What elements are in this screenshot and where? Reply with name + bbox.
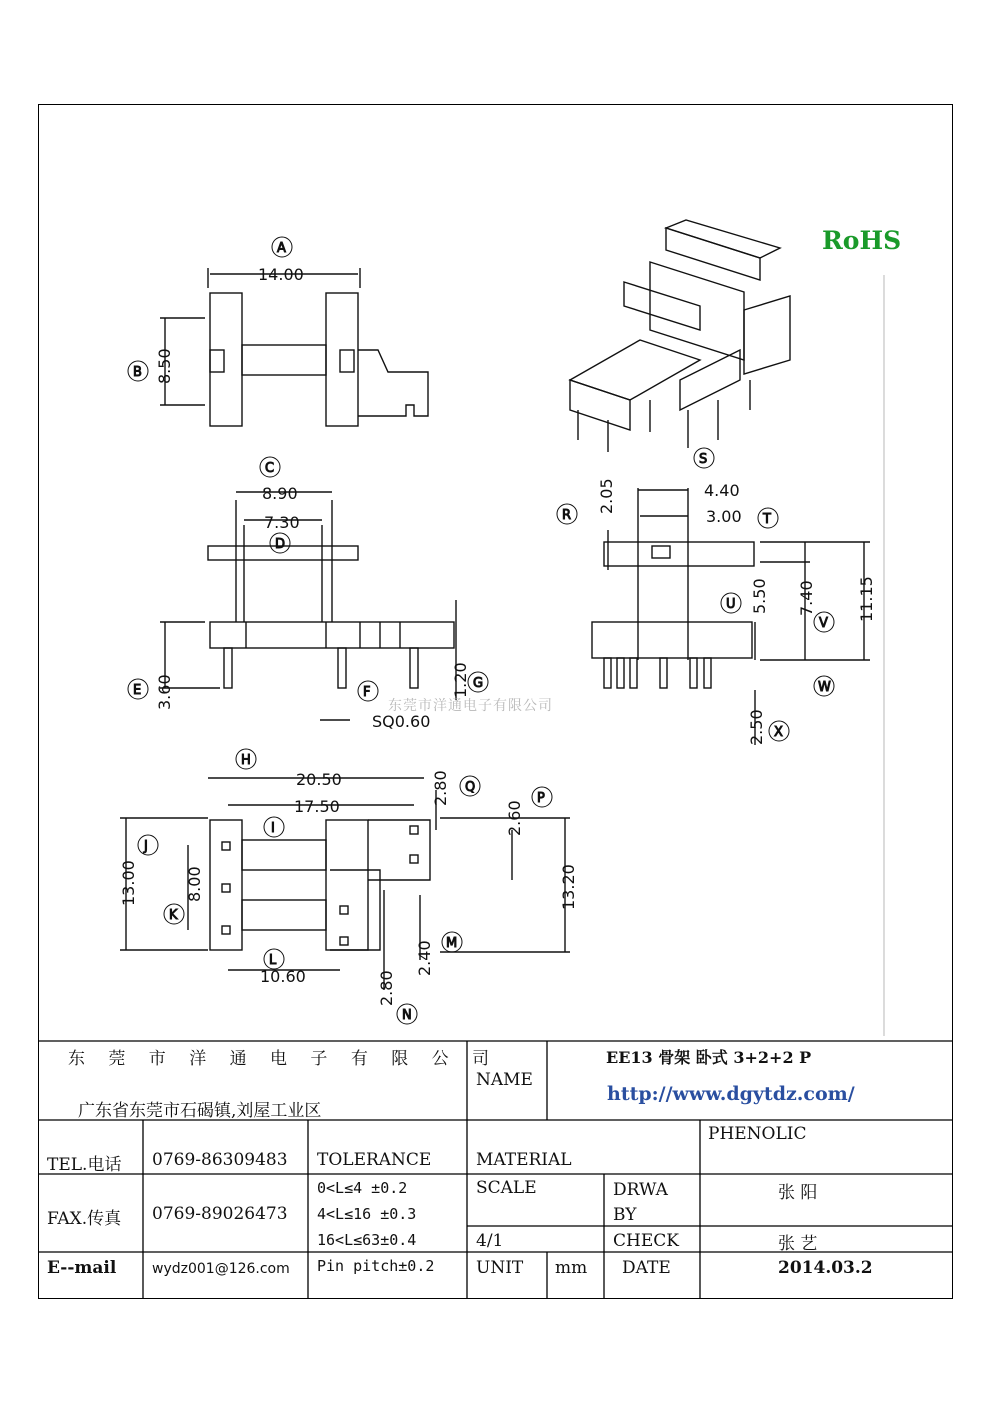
letter-c: C xyxy=(265,461,275,476)
material-label: MATERIAL xyxy=(476,1150,572,1170)
name-label: NAME xyxy=(476,1070,533,1090)
checked-by-value: 张 艺 xyxy=(778,1234,818,1254)
email-value[interactable]: wydz001@126.com xyxy=(152,1261,290,1277)
drawn-by-label: DRWA BY xyxy=(613,1180,668,1225)
unit-label: UNIT xyxy=(476,1258,524,1278)
dim-q: 2.80 xyxy=(431,770,450,806)
dim-n: 2.80 xyxy=(377,970,396,1006)
letter-i: I xyxy=(271,821,275,836)
letter-h: H xyxy=(241,753,251,768)
tolerance-line-1: 0<L≤4 ±0.2 xyxy=(317,1179,408,1197)
company-name: 东 莞 市 洋 通 电 子 有 限 公 司 xyxy=(68,1049,499,1069)
dim-e: 3.60 xyxy=(155,674,174,710)
letter-b: B xyxy=(133,365,142,380)
dim-c: 8.90 xyxy=(262,484,298,503)
tel-value: 0769-86309483 xyxy=(152,1150,288,1170)
dim-p2: 13.20 xyxy=(559,864,578,910)
dim-h: 20.50 xyxy=(296,770,342,789)
rohs-badge: RoHS xyxy=(822,226,902,255)
top-view xyxy=(160,268,428,426)
material-value: PHENOLIC xyxy=(708,1124,807,1144)
dim-u: 5.50 xyxy=(750,578,769,614)
part-name: EE13 骨架 卧式 3+2+2 P xyxy=(606,1048,812,1067)
letter-t: T xyxy=(763,512,771,527)
letter-e: E xyxy=(133,683,142,698)
dim-w: 11.15 xyxy=(857,576,876,622)
tolerance-line-4: Pin pitch±0.2 xyxy=(317,1257,435,1275)
front-view xyxy=(160,492,456,720)
drawn-by-value: 张 阳 xyxy=(778,1183,818,1203)
letter-n: N xyxy=(402,1008,412,1023)
dim-x: 2.50 xyxy=(747,709,766,745)
isometric-view xyxy=(570,220,790,452)
scale-value: 4/1 xyxy=(476,1231,504,1251)
letter-u: U xyxy=(726,597,736,612)
watermark: 东莞市洋通电子有限公司 xyxy=(388,698,553,714)
tolerance-line-3: 16<L≤63±0.4 xyxy=(317,1231,417,1249)
tolerance-line-2: 4<L≤16 ±0.3 xyxy=(317,1205,417,1223)
dim-d: 7.30 xyxy=(264,513,300,532)
letter-m: M xyxy=(446,936,458,951)
dim-b: 8.50 xyxy=(155,348,174,384)
letter-r: R xyxy=(562,508,572,523)
letter-w: W xyxy=(818,680,831,695)
dim-i: 17.50 xyxy=(294,797,340,816)
letter-p: P xyxy=(537,791,545,806)
website-link[interactable]: http://www.dgytdz.com/ xyxy=(607,1083,855,1105)
side-view xyxy=(592,488,870,745)
dim-m: 2.40 xyxy=(415,940,434,976)
date-label: DATE xyxy=(622,1258,671,1278)
dim-k: 8.00 xyxy=(185,866,204,902)
letter-v: V xyxy=(819,616,828,631)
letter-a: A xyxy=(277,241,286,256)
fax-value: 0769-89026473 xyxy=(152,1204,288,1224)
unit-value: mm xyxy=(555,1258,588,1278)
letter-l: L xyxy=(269,953,277,968)
letter-g: G xyxy=(473,676,484,691)
letter-k: K xyxy=(169,908,178,923)
dim-a: 14.00 xyxy=(258,265,304,284)
letter-q: Q xyxy=(465,780,476,795)
letter-x: X xyxy=(774,725,783,740)
dim-f: SQ0.60 xyxy=(372,712,431,731)
email-label: E--mail xyxy=(47,1258,117,1278)
scale-label: SCALE xyxy=(476,1178,537,1198)
date-value: 2014.03.2 xyxy=(778,1258,873,1278)
dim-j: 13.00 xyxy=(119,860,138,906)
letter-f: F xyxy=(363,685,371,700)
dim-p: 2.60 xyxy=(505,800,524,836)
dim-l: 10.60 xyxy=(260,967,306,986)
dim-r: 2.05 xyxy=(597,478,616,514)
dim-g: 1.20 xyxy=(451,662,470,698)
letter-j: J xyxy=(144,839,148,854)
dim-t2: 4.40 xyxy=(704,481,740,500)
dimension-labels xyxy=(119,265,876,1006)
dim-t: 3.00 xyxy=(706,507,742,526)
letter-d: D xyxy=(275,537,286,552)
tel-label: TEL.电话 xyxy=(47,1155,122,1175)
letter-s: S xyxy=(699,452,708,467)
tolerance-label: TOLERANCE xyxy=(317,1150,432,1170)
check-label: CHECK xyxy=(613,1231,679,1251)
dim-v: 7.40 xyxy=(797,580,816,616)
fax-label: FAX.传真 xyxy=(47,1209,122,1229)
company-address: 广东省东莞市石碣镇,刘屋工业区 xyxy=(78,1101,322,1121)
